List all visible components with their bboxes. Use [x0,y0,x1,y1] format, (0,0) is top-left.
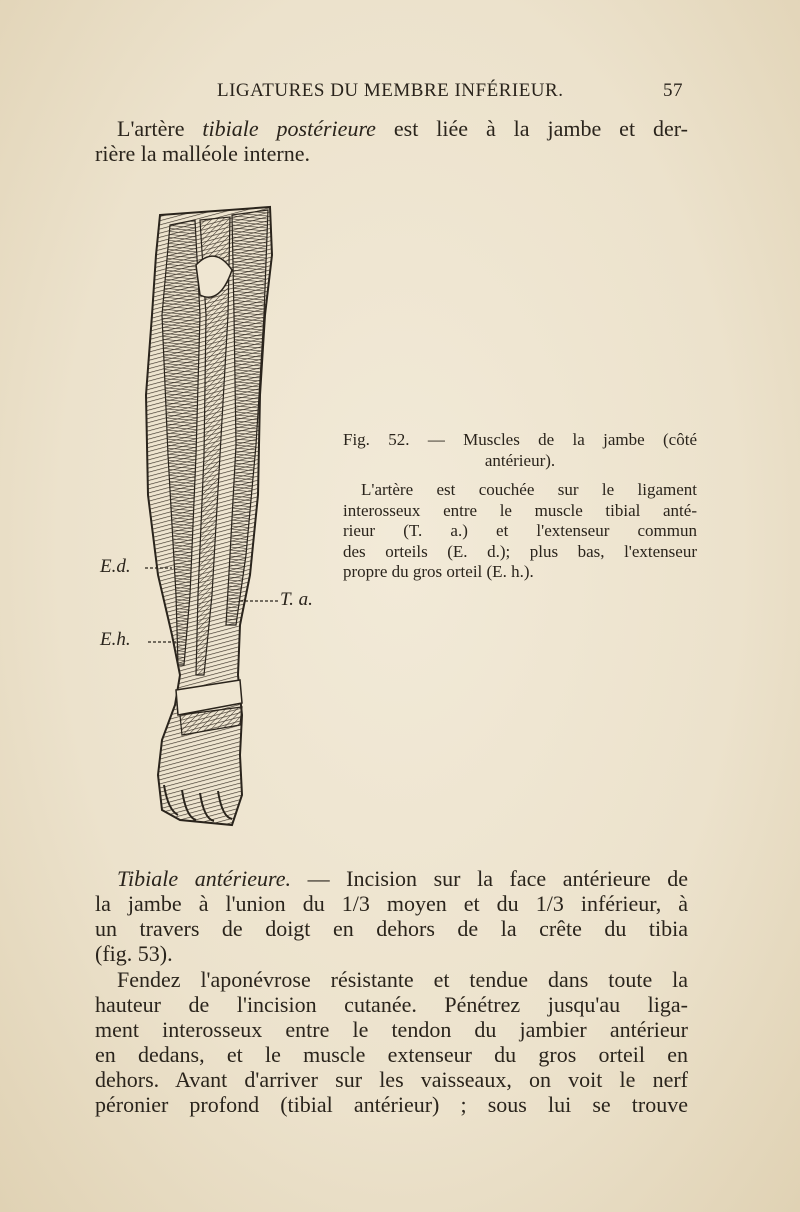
caption-line: L'artère est couchée sur le ligament [361,480,697,499]
caption-title-2: antérieur). [484,450,556,470]
caption-line: interosseux entre le muscle tibial anté- [343,500,697,520]
section-line: en dedans, et le muscle extenseur du gros orteil en [95,1042,688,1067]
intro-line-2: rière la malléole interne. [95,141,310,166]
section-line: un travers de doigt en dehors de la crête du tibia [95,916,688,941]
intro-line-1: L'artère tibiale postérieure est liée à la jambe et der- [117,116,688,141]
caption-line: propre du gros orteil (E. h.). [343,562,534,581]
figure-caption [343,430,697,583]
section-line: la jambe à l'union du 1/3 moyen et du 1/3 inférieur, à [95,891,688,916]
page-number: 57 [663,80,683,101]
label-ed: E.d. [100,556,131,577]
section-line: ment interosseux entre le tendon du jambier antérieur [95,1017,688,1042]
section-line: (fig. 53). [95,941,173,966]
section-paragraph-1 [95,866,688,966]
section-line: Tibiale antérieure. — Incision sur la face antérieure de [117,866,688,891]
caption-title-1: Fig. 52. — Muscles de la jambe (côté [343,430,697,449]
section-line: dehors. Avant d'arriver sur les vaisseaux, on voit le nerf [95,1067,688,1092]
header-title: LIGATURES DU MEMBRE INFÉRIEUR. [217,80,564,101]
caption-line: des orteils (E. d.); plus bas, l'extenseur [343,541,697,561]
label-ta: T. a. [280,589,313,610]
section-line: péronier profond (tibial antérieur) ; sous lui se trouve [95,1092,688,1117]
section-line: Fendez l'aponévrose résistante et tendue dans toute la [117,967,688,992]
section-paragraph-2 [95,967,688,1117]
label-eh: E.h. [100,629,131,650]
running-header [95,80,685,106]
leg-muscles-illustration [100,195,340,835]
intro-paragraph [95,116,688,166]
caption-line: rieur (T. a.) et l'extenseur commun [343,521,697,540]
section-heading: Tibiale antérieure. [117,866,292,891]
section-line: hauteur de l'incision cutanée. Pénétrez jusqu'au liga- [95,992,688,1017]
intro-emphasis: tibiale postérieure [202,116,376,141]
